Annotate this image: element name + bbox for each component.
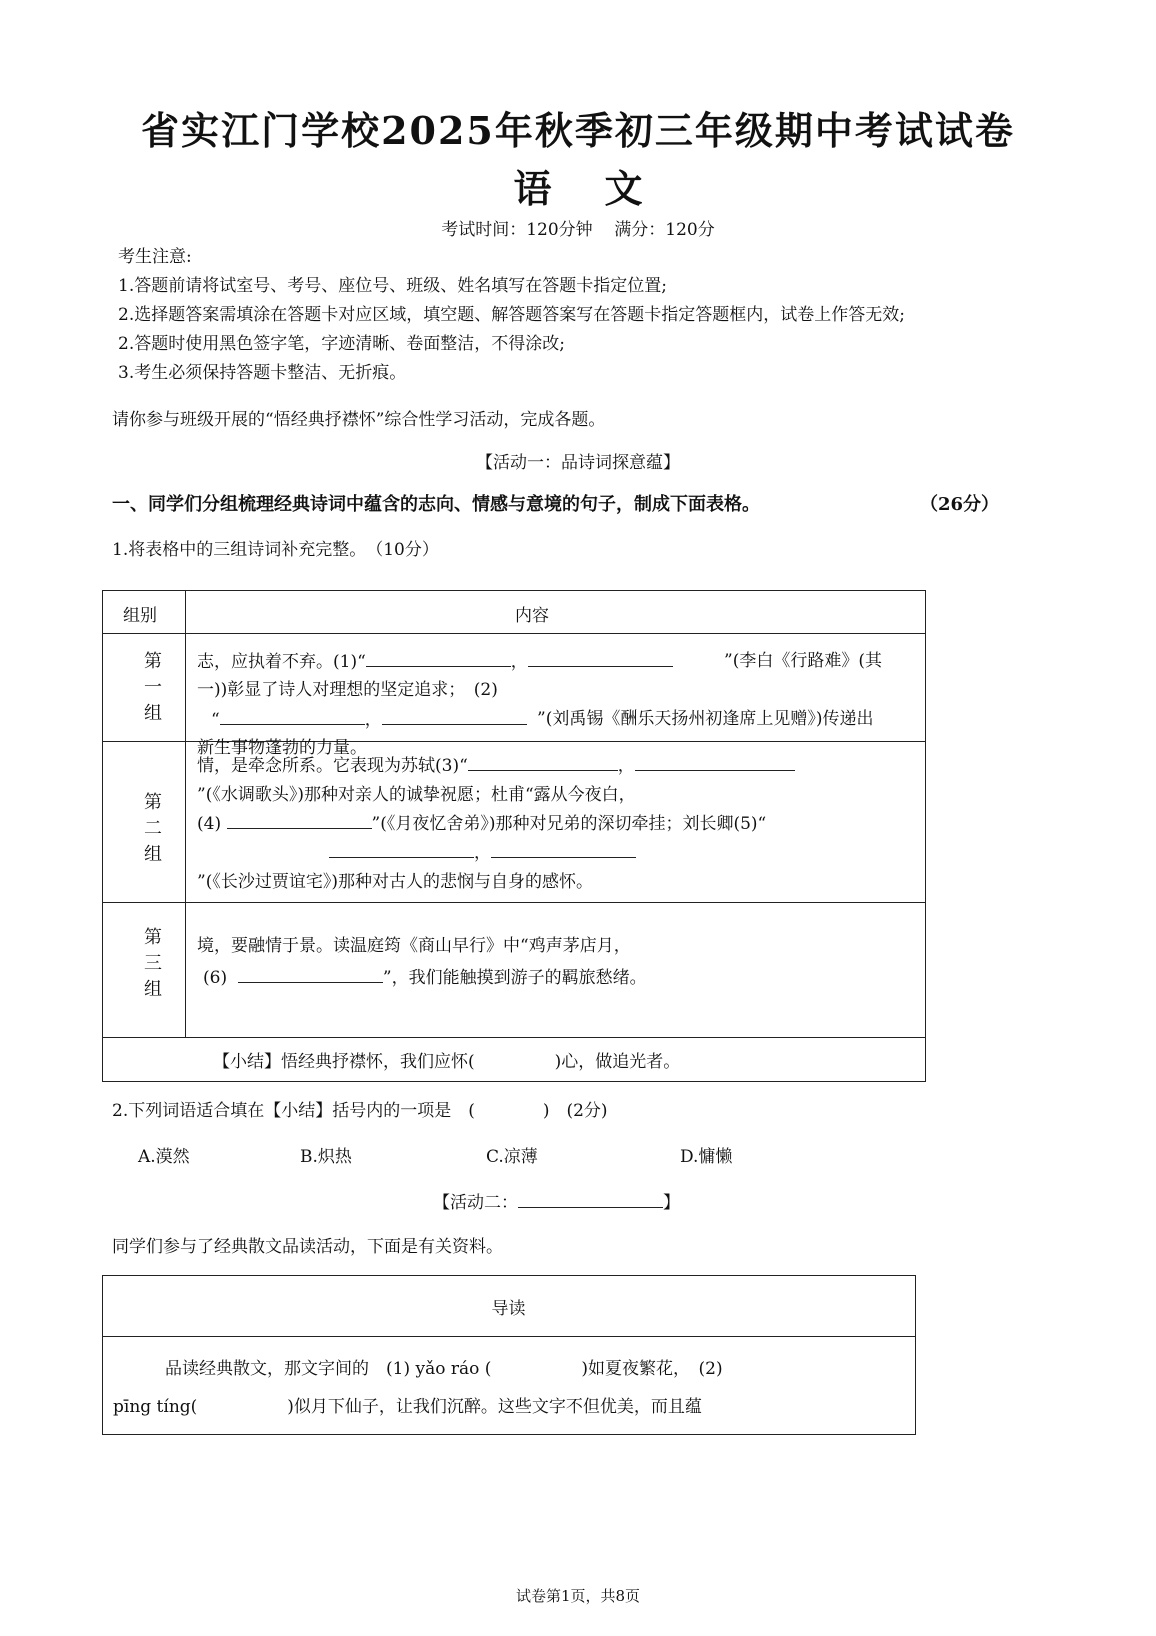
col-header-group: 组别 [123,606,157,626]
table-divider [103,633,925,634]
group-1-text: “ [211,710,220,730]
group-2-line-4 [197,838,636,863]
summary-text: )心，做追光者。 [554,1052,681,1072]
notice-item: 2.答题时使用黑色签字笔，字迹清晰、卷面整洁，不得涂改; [118,334,565,354]
group-2-line-2: ”(《水调歌头》)那种对亲人的诚挚祝愿；杜甫“露从今夜白， [197,785,636,805]
guide-text: 品读经典散文，那文字间的 (1) yǎo ráo ( [165,1359,492,1379]
group-1-text: 志，应执着不弃。(1)“ [197,652,366,672]
option-c: C.凉薄 [486,1147,538,1167]
guide-text: )如夏夜繁花， (2) [581,1359,723,1379]
reading-guide-line-2 [113,1392,702,1417]
activity2-heading-text: 】 [663,1193,680,1213]
reading-guide-box [102,1275,916,1435]
poetry-table [102,590,926,1082]
box-divider [103,1336,915,1337]
comma: ， [617,756,635,776]
page-footer: 试卷第1页，共8页 [515,1587,641,1605]
reading-guide-line-1 [165,1354,723,1379]
notice-heading: 考生注意: [118,247,192,267]
group-2-text: 情，是牵念所系。它表现为苏轼(3)“ [197,756,468,776]
intro-text: 请你参与班级开展的“悟经典抒襟怀”综合性学习活动，完成各题。 [112,410,606,430]
group-1-tail: ”(刘禹锡《酬乐天扬州初逢席上见赠》)传递出新生事物蓬勃的力量。 [197,709,874,758]
comma: ， [364,710,382,730]
group-2-label: 第二组 [141,792,162,870]
answer-blank-3b [635,754,795,771]
exam-info: 考试时间：120分钟 满分：120分 [441,220,715,240]
activity2-intro: 同学们参与了经典散文品读活动，下面是有关资料。 [112,1237,503,1257]
option-a: A.漠然 [138,1147,190,1167]
notice-item: 1.答题前请将试室号、考号、座位号、班级、姓名填写在答题卡指定位置; [118,276,667,296]
table-divider [185,591,186,1037]
answer-blank-6 [238,966,383,983]
reading-guide-title: 导读 [491,1299,526,1319]
table-divider [103,1037,925,1038]
activity1-heading: 【活动一：品诗词探意蕴】 [476,453,680,473]
notice-item: 3.考生必须保持答题卡整洁、无折痕。 [118,363,407,383]
section1-title: 一、同学们分组梳理经典诗词中蕴含的志向、情感与意境的句子，制成下面表格。 [112,494,760,515]
summary-text: 【小结】悟经典抒襟怀，我们应怀( [213,1052,475,1072]
guide-text: pīng tíng( [113,1397,198,1417]
guide-text: )似月下仙子，让我们沉醉。这些文字不但优美，而且蕴 [287,1397,702,1417]
answer-blank-4 [227,812,372,829]
group-3-text: (6) [203,968,228,988]
comma: ， [510,652,528,672]
group-2-text: (4) [197,814,222,834]
summary-row [213,1047,680,1072]
activity2-title-blank [518,1191,663,1208]
answer-blank-5a [329,841,474,858]
question-2: 2.下列词语适合填在【小结】括号内的一项是 ( ) (2分) [112,1101,608,1121]
answer-blank-3a [468,754,618,771]
question-1: 1.将表格中的三组诗词补充完整。 （10分） [112,540,439,560]
group-2-line-5: ”(《长沙过贾谊宅》)那种对古人的悲悯与自身的感怀。 [197,872,593,892]
activity2-heading-text: 【活动二： [433,1193,518,1213]
group-3-text: ”，我们能触摸到游子的羁旅愁绪。 [382,968,647,988]
group-2-text: ”(《月夜忆舍弟》)那种对兄弟的深切牵挂；刘长卿(5)“ [371,814,767,834]
exam-title: 省实江门学校2025年秋季初三年级期中考试试卷 [141,108,1015,153]
table-divider [103,902,925,903]
answer-blank-5b [491,841,636,858]
notice-item: 2.选择题答案需填涂在答题卡对应区域，填空题、解答题答案写在答题卡指定答题框内，试卷上作答无效; [118,305,905,325]
comma: ， [474,843,491,863]
notice-section [118,243,1018,388]
group-3-line-2 [203,963,647,988]
group-3-label: 第三组 [141,927,162,1005]
group-2-line-3 [197,809,766,834]
section1-score: （26分） [920,494,1000,515]
group-1-label: 第一组 [141,651,162,729]
group-3-line-1: 境，要融情于景。读温庭筠《商山早行》中“鸡声茅店月， [197,936,631,956]
activity2-heading [433,1188,680,1213]
group-1-continuation: ”(李白《行路难》(其一))彰显了诗人对理想的坚定追求； (2) [197,651,882,700]
subject-title: 语 文 [513,166,643,211]
group-2-line-1 [197,751,795,776]
option-d: D.慵懒 [680,1147,733,1167]
col-header-content: 内容 [515,606,549,626]
option-b: B.炽热 [300,1147,352,1167]
